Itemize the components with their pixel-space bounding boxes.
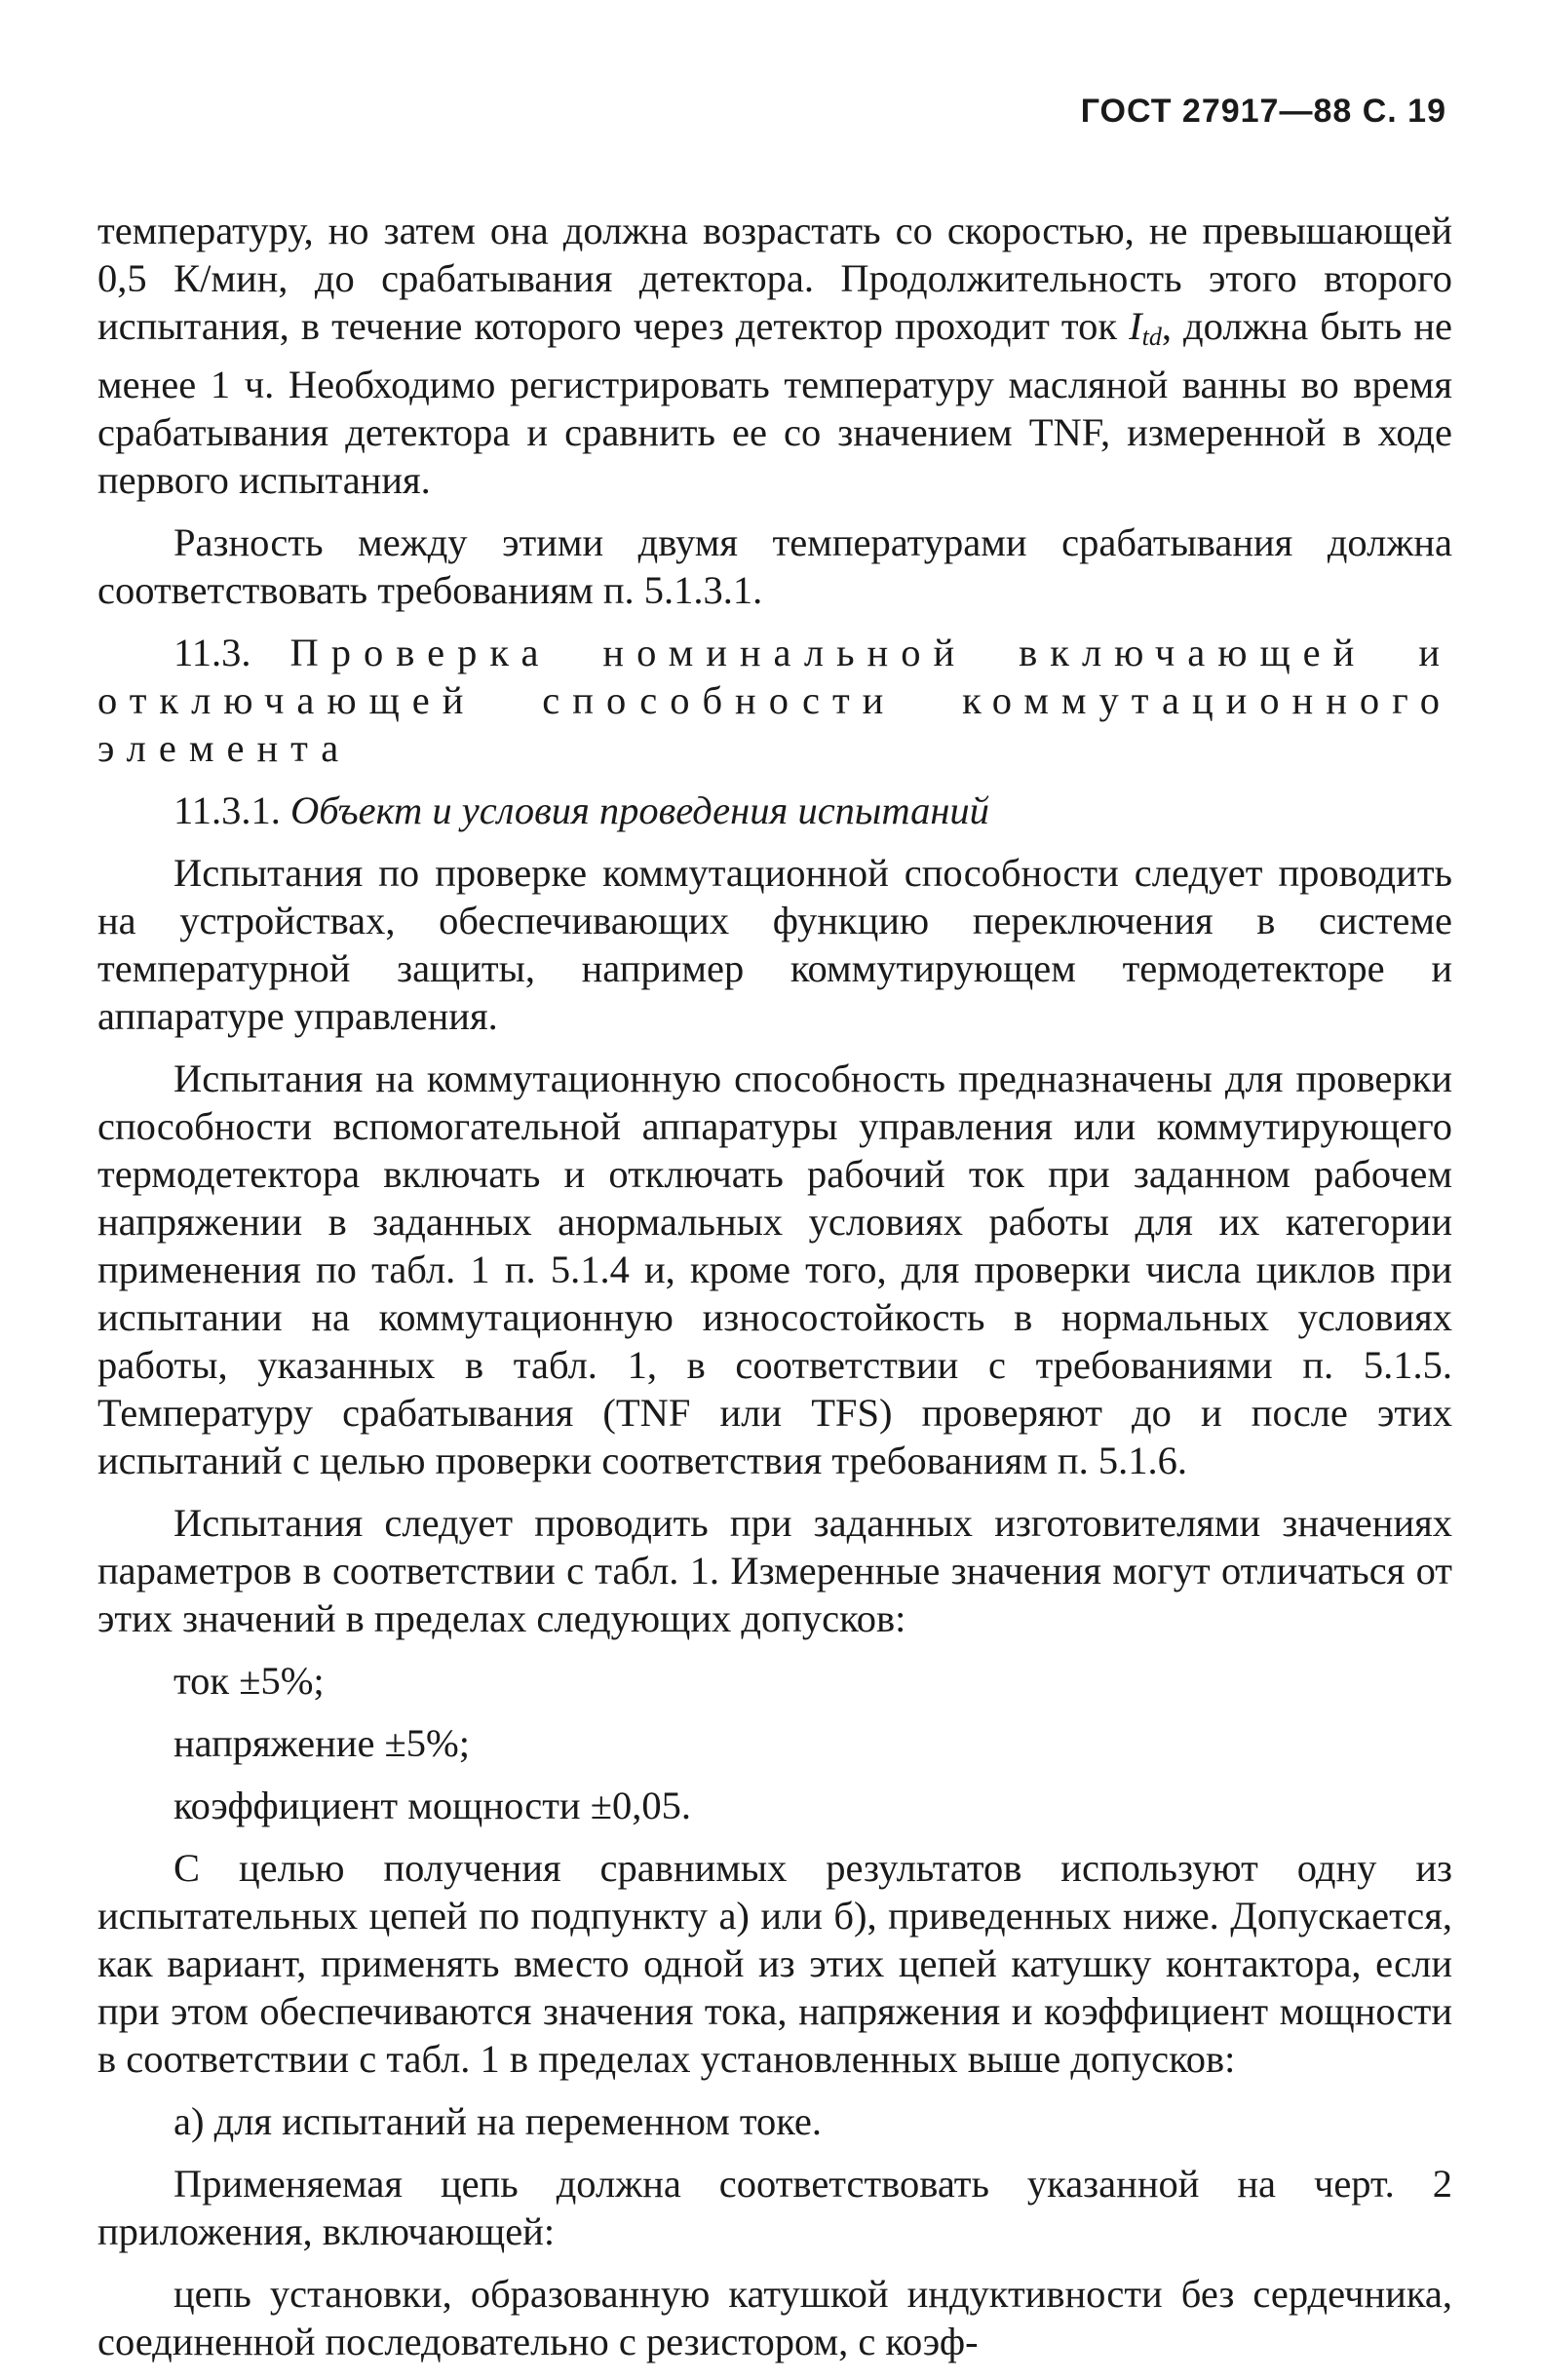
page-header: ГОСТ 27917—88 С. 19 [1080,93,1446,130]
section-title: Проверка номинальной включающей и отключающей способности коммутационного элемента [97,631,1452,770]
tolerance-current: ток ±5%; [173,1659,325,1703]
tolerance-power-factor: коэффициент мощности ±0,05. [173,1784,691,1827]
section-heading-11-3 [97,629,1452,772]
current-symbol: I [1129,304,1142,348]
paragraph-temperature-difference: Разность между этими двумя температурами срабатывания должна соответствовать требованиям п. 5.1.3.1. [97,520,1452,612]
section-number: 11.3. [173,631,251,674]
paragraph-tolerances: Испытания следует проводить при заданных изготовителями значениях параметров в соответствии с табл. 1. Измеренные значения могут отличаться от этих значений в пределах следующих допусков: [97,1501,1452,1640]
paragraph-test-circuits: С целью получения сравнимых результатов используют одну из испытательных цепей по подпункту а) или б), приведенных ниже. Допускается, как вариант, применять вместо одной из этих цепей катушку контактора, если при этом обеспечиваются значения тока, напряжения и коэффициент мощности в соответствии с табл. 1 в пределах установленных выше допусков: [97,1846,1452,2081]
tolerance-voltage: напряжение ±5%; [173,1721,471,1765]
paragraph-setup-circuit: цепь установки, образованную катушкой индуктивности без сердечника, соединенной последовательно с резистором, с коэф- [97,2272,1452,2363]
subsection-heading-11-3-1 [97,787,1452,834]
paragraph-oil-bath-test: температуру, но затем она должна возрастать со скоростью, не превышающей 0,5 К/мин, до срабатывания детектора. Продолжительность этого второго испытания, в течение которого через детектор проходит ток $I_{td}$, должна быть не менее 1 ч. Необходимо регистрировать температуру масляной ванны во время срабатывания детектора и сравнить ее со значением TNF, измеренной в ходе первого испытания. [97,209,1452,502]
paragraph-circuit-drawing: Применяемая цепь должна соответствовать указанной на черт. 2 приложения, включающей: [97,2162,1452,2253]
document-page [97,93,1452,2380]
list-item-ac: а) для испытаний на переменном токе. [173,2099,823,2143]
subsection-number: 11.3.1. [173,788,281,832]
paragraph-switching-devices: Испытания по проверке коммутационной способности следует проводить на устройствах, обеспечивающих функцию переключения в системе температурной защиты, например коммутирующем термодетекторе и аппаратуре управления. [97,851,1452,1038]
current-subscript: td [1141,323,1162,351]
paragraph-switching-capacity: Испытания на коммутационную способность предназначены для проверки способности вспомогательной аппаратуры управления или коммутирующего термодетектора включать и отключать рабочий ток при заданном рабочем напряжении в заданных анормальных условиях работы для их категории применения по табл. 1 п. 5.1.4 и, кроме того, для проверки числа циклов при испытании на коммутационную износостойкость в нормальных условиях работы, указанных в табл. 1, в соответствии с требованиями п. 5.1.5. Температуру срабатывания (TNF или TFS) проверяют до и после этих испытаний с целью проверки соответствия требованиям п. 5.1.6. [97,1056,1452,1482]
subsection-title: Объект и условия проведения испытаний [290,788,989,832]
